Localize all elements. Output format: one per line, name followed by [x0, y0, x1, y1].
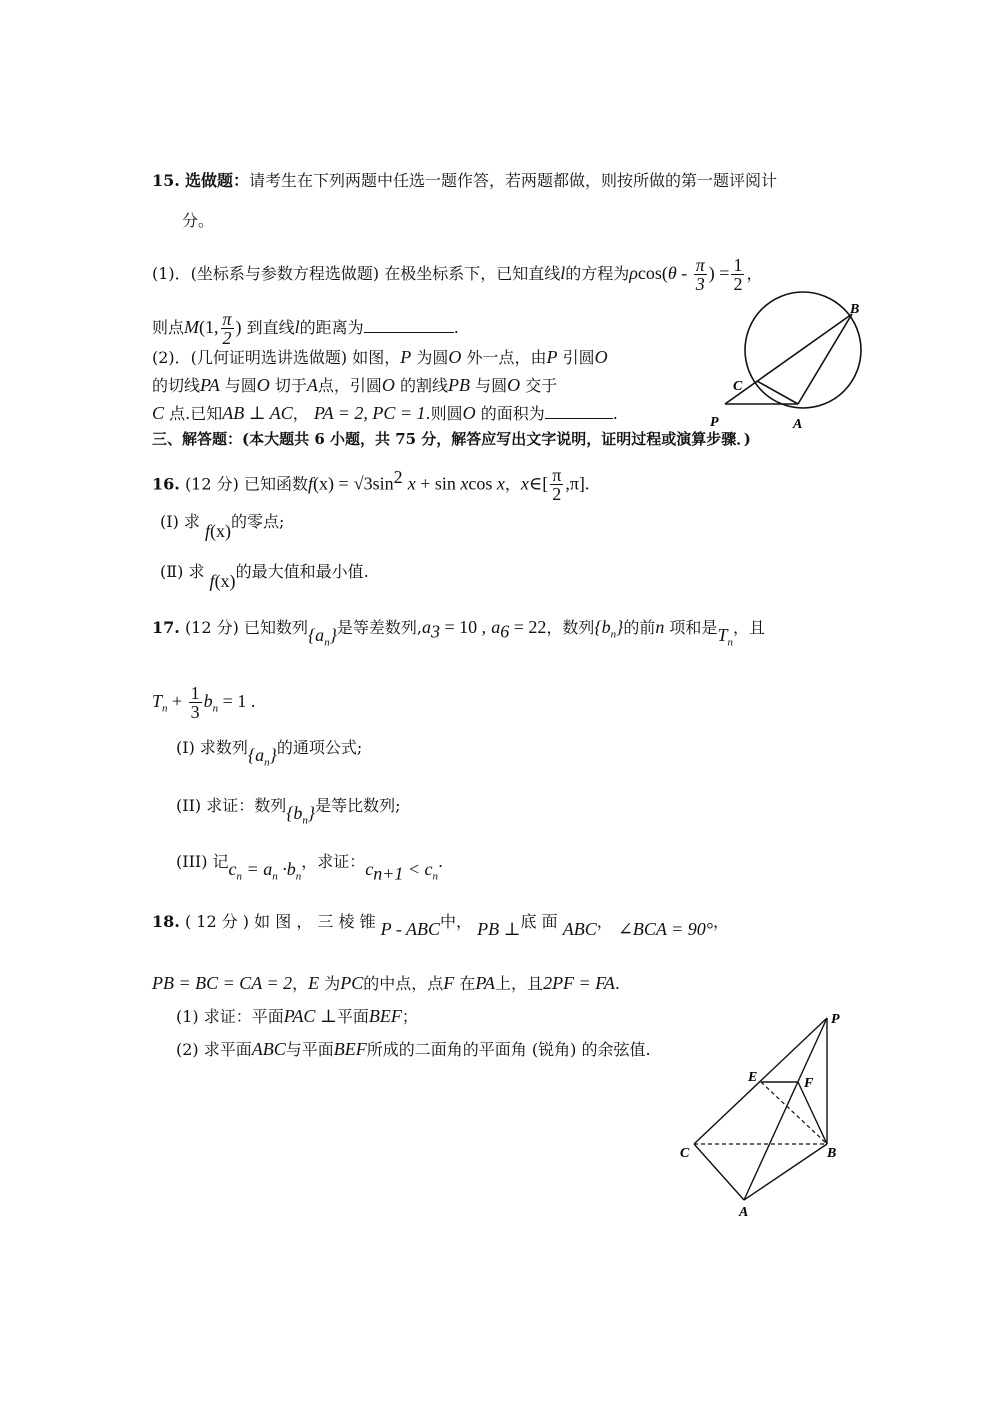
q16-item2: (Ⅱ) 求 f(x)的最大值和最小值.: [160, 562, 369, 591]
label-f: F: [804, 1076, 814, 1091]
frac-pi-3: $\frac{\pi}{3}$: [695, 255, 705, 294]
answer-blank: [545, 404, 613, 419]
label-b: B: [850, 302, 860, 317]
pyramid-figure: [675, 1005, 855, 1220]
q15-instructions: 请考生在下列两题中任选一题作答，若两题都做，则按所做的第一题评阅计: [248, 171, 777, 190]
answer-blank: [364, 318, 454, 333]
edge-fb: [798, 1082, 827, 1144]
label-c: C: [733, 379, 743, 394]
q17-item3: (III) 记$c_n = a_n \cdot b_n$，求证：$c_{n+1} < c_n$.: [176, 852, 444, 884]
q16-stem: 16. (12 分) 已知函数$f(x) = √3\sin^2$ x + sin xcos x，x∈[ $\frac{\pi}{2}$ ,π].: [152, 465, 590, 505]
label-a: A: [739, 1205, 749, 1220]
frac-1-2: $\frac{1}{2}$: [733, 255, 743, 294]
frac-pi-2: $\frac{\pi}{2}$: [552, 465, 562, 505]
q17-condition: $T_n$ + $\frac{1}{3}$ $b_n = 1$ .: [152, 683, 256, 722]
circle-o: [745, 292, 861, 408]
q15-part2-line2: 的切线PA 与圆O 切于A点，引圆O 的割线PB 与圆O 交于: [152, 375, 558, 395]
q17-item2: (II) 求证：数列$\{b_n\}$是等比数列;: [176, 796, 401, 827]
q17-item1: (I) 求数列$\{a_n\}$的通项公式;: [176, 738, 363, 769]
q18-item2: (2) 求平面ABC与平面BEF所成的二面角的平面角 (锐角) 的余弦值.: [176, 1039, 651, 1059]
q15-part1: (1)．(坐标系与参数方程选做题) 在极坐标系下，已知直线l的方程为ρcos(θ - $\frac{\pi}{3}$ ) = $\frac{1}{2}$ ，: [152, 255, 763, 294]
q15-header: [152, 170, 777, 192]
circle-tangent-figure: [700, 290, 875, 440]
label-b: B: [827, 1146, 837, 1161]
q15-title: 选做题：: [184, 171, 249, 190]
edge-ca: [694, 1144, 744, 1200]
q15-number: 15.: [152, 171, 180, 190]
frac-1-3: $\frac{1}{3}$: [190, 683, 200, 722]
label-p: P: [831, 1012, 840, 1027]
q15-part1-line2: 则点M(1, $\frac{\pi}{2}$ ) 到直线l的距离为 .: [152, 309, 459, 348]
frac-pi-2: $\frac{\pi}{2}$: [222, 309, 232, 348]
q15-part2-line1: (2)．(几何证明选讲选做题) 如图，P 为圆O 外一点，由P 引圆O: [152, 347, 608, 367]
label-p: P: [710, 415, 719, 430]
q18-item1: (1) 求证：平面PAC ⊥平面BEF；: [176, 1006, 418, 1026]
q15-instructions-cont: 分。: [182, 211, 215, 230]
q17-stem: 17. (12 分) 已知数列$\{a_n\}$是等差数列$,a_3 = 10$ , $a_6 = 22$，数列$\{b_n\}$的前n 项和是$T_n$，且: [152, 617, 765, 649]
section-3-heading: 三、解答题：(本大题共 6 小题，共 75 分，解答应写出文字说明，证明过程或演算步骤．): [152, 430, 751, 448]
secant-pb: [725, 314, 852, 404]
label-e: E: [748, 1070, 758, 1085]
q16-item1: (Ⅰ) 求 f(x)的零点;: [160, 512, 285, 541]
q15-part2-line3: C 点.已知AB ⊥ AC， PA = 2, PC = 1.则圆O 的面积为 .: [152, 403, 618, 423]
label-c: C: [680, 1146, 690, 1161]
q18-stem: 18. ( 12 分 ) 如 图 ， 三 棱 锥 P - ABC中， PB ⊥底 面 ABC， ∠BCA = 90°，: [152, 912, 729, 939]
label-a: A: [793, 417, 803, 432]
q18-stem-line2: PB = BC = CA = 2，E 为PC的中点，点F 在PA上，且2PF = FA.: [152, 973, 620, 993]
